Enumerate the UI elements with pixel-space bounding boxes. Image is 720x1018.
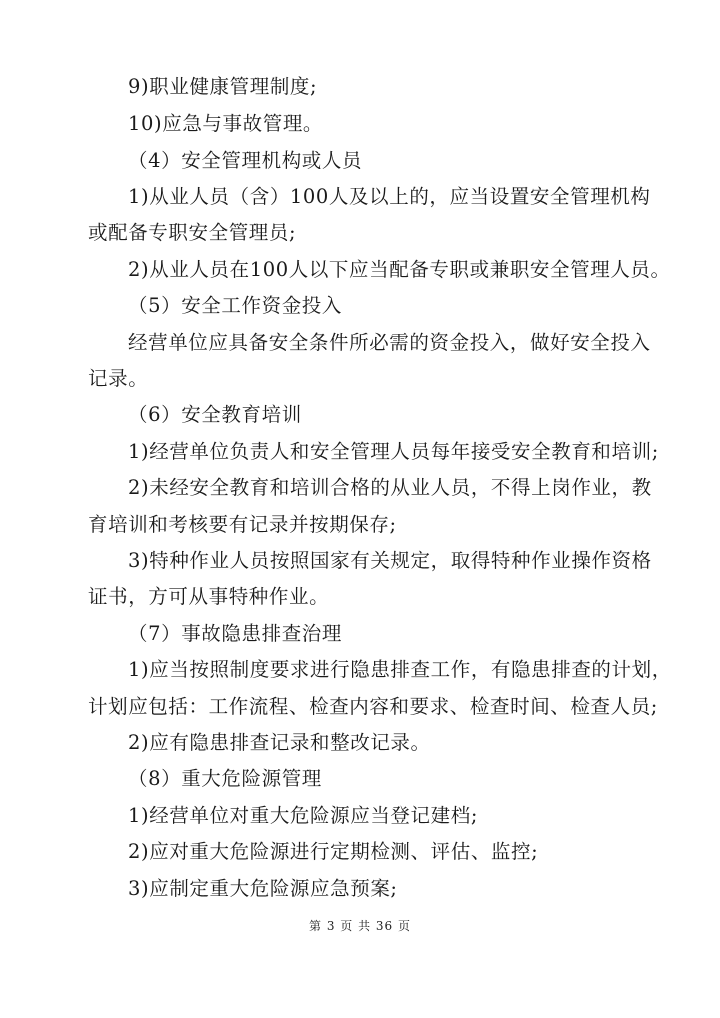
paragraph-4-1-line2: 或配备专职安全管理员; xyxy=(88,221,297,244)
paragraph-8-2: 2)应对重大危险源进行定期检测、评估、监控; xyxy=(128,840,539,863)
paragraph-8-1: 1)经营单位对重大危险源应当登记建档; xyxy=(128,804,478,827)
paragraph-5-line1: 经营单位应具备安全条件所必需的资金投入，做好安全投入 xyxy=(128,331,651,354)
item-9-occupational-health: 9)职业健康管理制度; xyxy=(128,75,318,98)
section-heading-5: （5）安全工作资金投入 xyxy=(128,294,343,317)
paragraph-5-line2: 记录。 xyxy=(88,367,149,390)
paragraph-6-3-line2: 证书，方可从事特种作业。 xyxy=(88,585,330,608)
page-number-footer: 第 3 页 共 36 页 xyxy=(309,919,411,933)
paragraph-6-2-line1: 2)未经安全教育和培训合格的从业人员，不得上岗作业，教 xyxy=(128,476,652,499)
section-heading-7: （7）事故隐患排查治理 xyxy=(128,622,343,645)
paragraph-4-1-line1: 1)从业人员（含）100人及以上的，应当设置安全管理机构 xyxy=(128,185,651,208)
paragraph-6-3-line1: 3)特种作业人员按照国家有关规定，取得特种作业操作资格 xyxy=(128,549,652,572)
paragraph-8-3: 3)应制定重大危险源应急预案; xyxy=(128,877,398,900)
paragraph-7-1-line2: 计划应包括：工作流程、检查内容和要求、检查时间、检查人员; xyxy=(88,695,658,718)
paragraph-7-1-line1: 1)应当按照制度要求进行隐患排查工作，有隐患排查的计划， xyxy=(128,658,672,681)
paragraph-4-2: 2)从业人员在100人以下应当配备专职或兼职安全管理人员。 xyxy=(128,258,671,281)
section-heading-8: （8）重大危险源管理 xyxy=(128,767,322,790)
item-10-emergency: 10)应急与事故管理。 xyxy=(128,112,324,135)
section-heading-6: （6）安全教育培训 xyxy=(128,403,302,426)
paragraph-6-2-line2: 育培训和考核要有记录并按期保存; xyxy=(88,513,397,536)
paragraph-7-2: 2)应有隐患排查记录和整改记录。 xyxy=(128,731,431,754)
section-heading-4: （4）安全管理机构或人员 xyxy=(128,149,363,172)
paragraph-6-1: 1)经营单位负责人和安全管理人员每年接受安全教育和培训; xyxy=(128,440,659,463)
